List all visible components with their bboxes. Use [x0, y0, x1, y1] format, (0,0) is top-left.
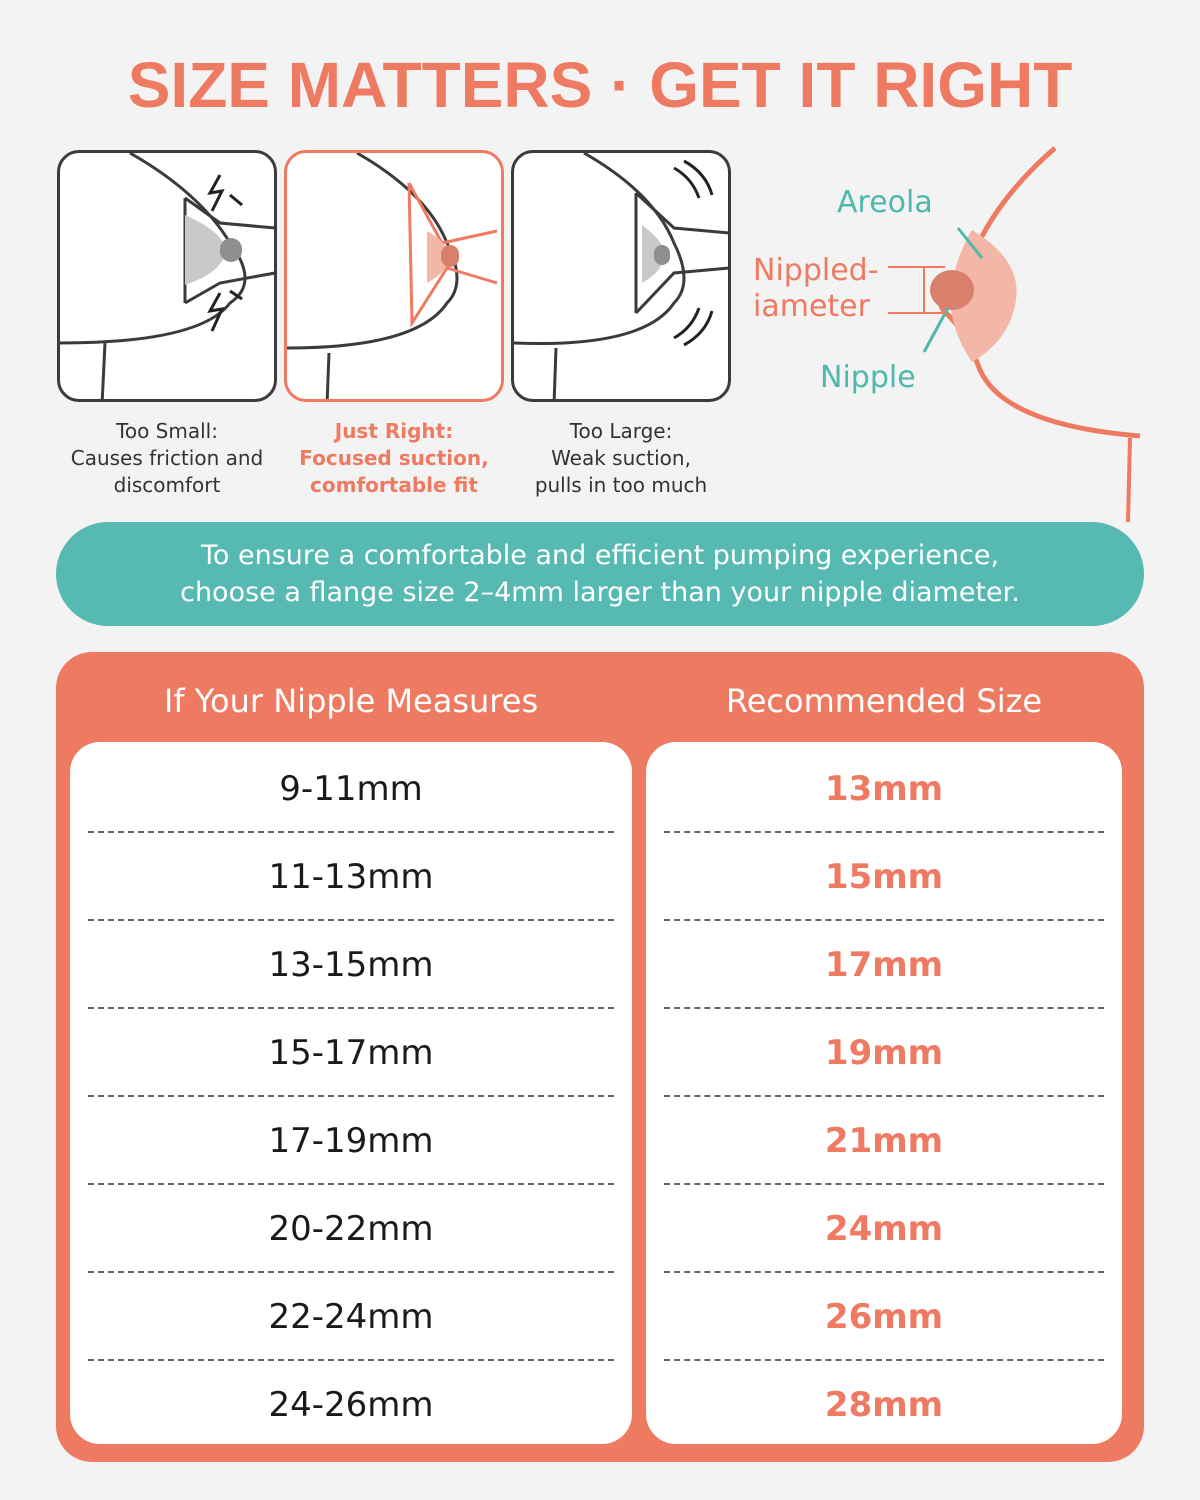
- caption-line: pulls in too much: [534, 473, 708, 497]
- caption-just-right: [274, 418, 514, 499]
- breast-outline-illustration: [740, 140, 1160, 530]
- fit-panel-too-large: [511, 150, 731, 402]
- nipple-measure-column: [70, 742, 632, 1444]
- nipple-label: Nipple: [820, 360, 916, 395]
- caption-line: Focused suction,: [299, 446, 489, 470]
- nipple-measure-cell: 22-24mm: [268, 1297, 434, 1337]
- banner-line: To ensure a comfortable and efficient pumping experience,: [200, 540, 1000, 571]
- recommended-size-cell: 21mm: [824, 1121, 944, 1161]
- caption-line: Too Small:: [116, 419, 218, 443]
- just-right-illustration: [287, 153, 504, 402]
- diameter-label-line1: Nippled-: [753, 253, 879, 288]
- nipple-measure-cell: 9-11mm: [279, 769, 423, 809]
- recommended-size-cell: 28mm: [824, 1385, 944, 1425]
- recommended-size-cell: 15mm: [824, 857, 944, 897]
- banner-line: choose a flange size 2–4mm larger than your nipple diameter.: [180, 577, 1020, 608]
- nipple-measure-cell: 24-26mm: [268, 1385, 434, 1425]
- diameter-label-line2: iameter: [753, 289, 870, 324]
- fit-panel-too-small: [57, 150, 277, 402]
- sizing-tip-banner: [56, 522, 1144, 626]
- recommended-size-column: [646, 742, 1122, 1444]
- caption-line: discomfort: [113, 473, 221, 497]
- caption-line: Weak suction,: [551, 446, 691, 470]
- recommended-size-cell: 26mm: [824, 1297, 944, 1337]
- caption-too-small: [47, 418, 287, 499]
- nipple-measure-cell: 15-17mm: [268, 1033, 434, 1073]
- nipple-measure-cell: 20-22mm: [268, 1209, 434, 1249]
- column-header-nipple-measures: If Your Nipple Measures: [163, 682, 539, 720]
- size-chart-table: [56, 652, 1144, 1462]
- caption-line: comfortable fit: [310, 473, 478, 497]
- column-header-recommended-size: Recommended Size: [725, 682, 1043, 720]
- recommended-size-cell: 24mm: [824, 1209, 944, 1249]
- caption-line: Too Large:: [569, 419, 673, 443]
- recommended-size-cell: 13mm: [824, 769, 944, 809]
- fit-panel-just-right: [284, 150, 504, 402]
- recommended-size-cell: 17mm: [824, 945, 944, 985]
- too-small-illustration: [60, 153, 277, 402]
- areola-label: Areola: [837, 185, 933, 220]
- caption-too-large: [501, 418, 741, 499]
- nipple-measure-cell: 11-13mm: [268, 857, 434, 897]
- nipple-measure-cell: 13-15mm: [268, 945, 434, 985]
- anatomy-diagram: [740, 140, 1160, 534]
- page-title: SIZE MATTERS · GET IT RIGHT: [127, 49, 1073, 121]
- caption-line: Causes friction and: [70, 446, 264, 470]
- nipple-measure-cell: 17-19mm: [268, 1121, 434, 1161]
- recommended-size-cell: 19mm: [824, 1033, 944, 1073]
- too-large-illustration: [514, 153, 731, 402]
- caption-line: Just Right:: [334, 419, 454, 443]
